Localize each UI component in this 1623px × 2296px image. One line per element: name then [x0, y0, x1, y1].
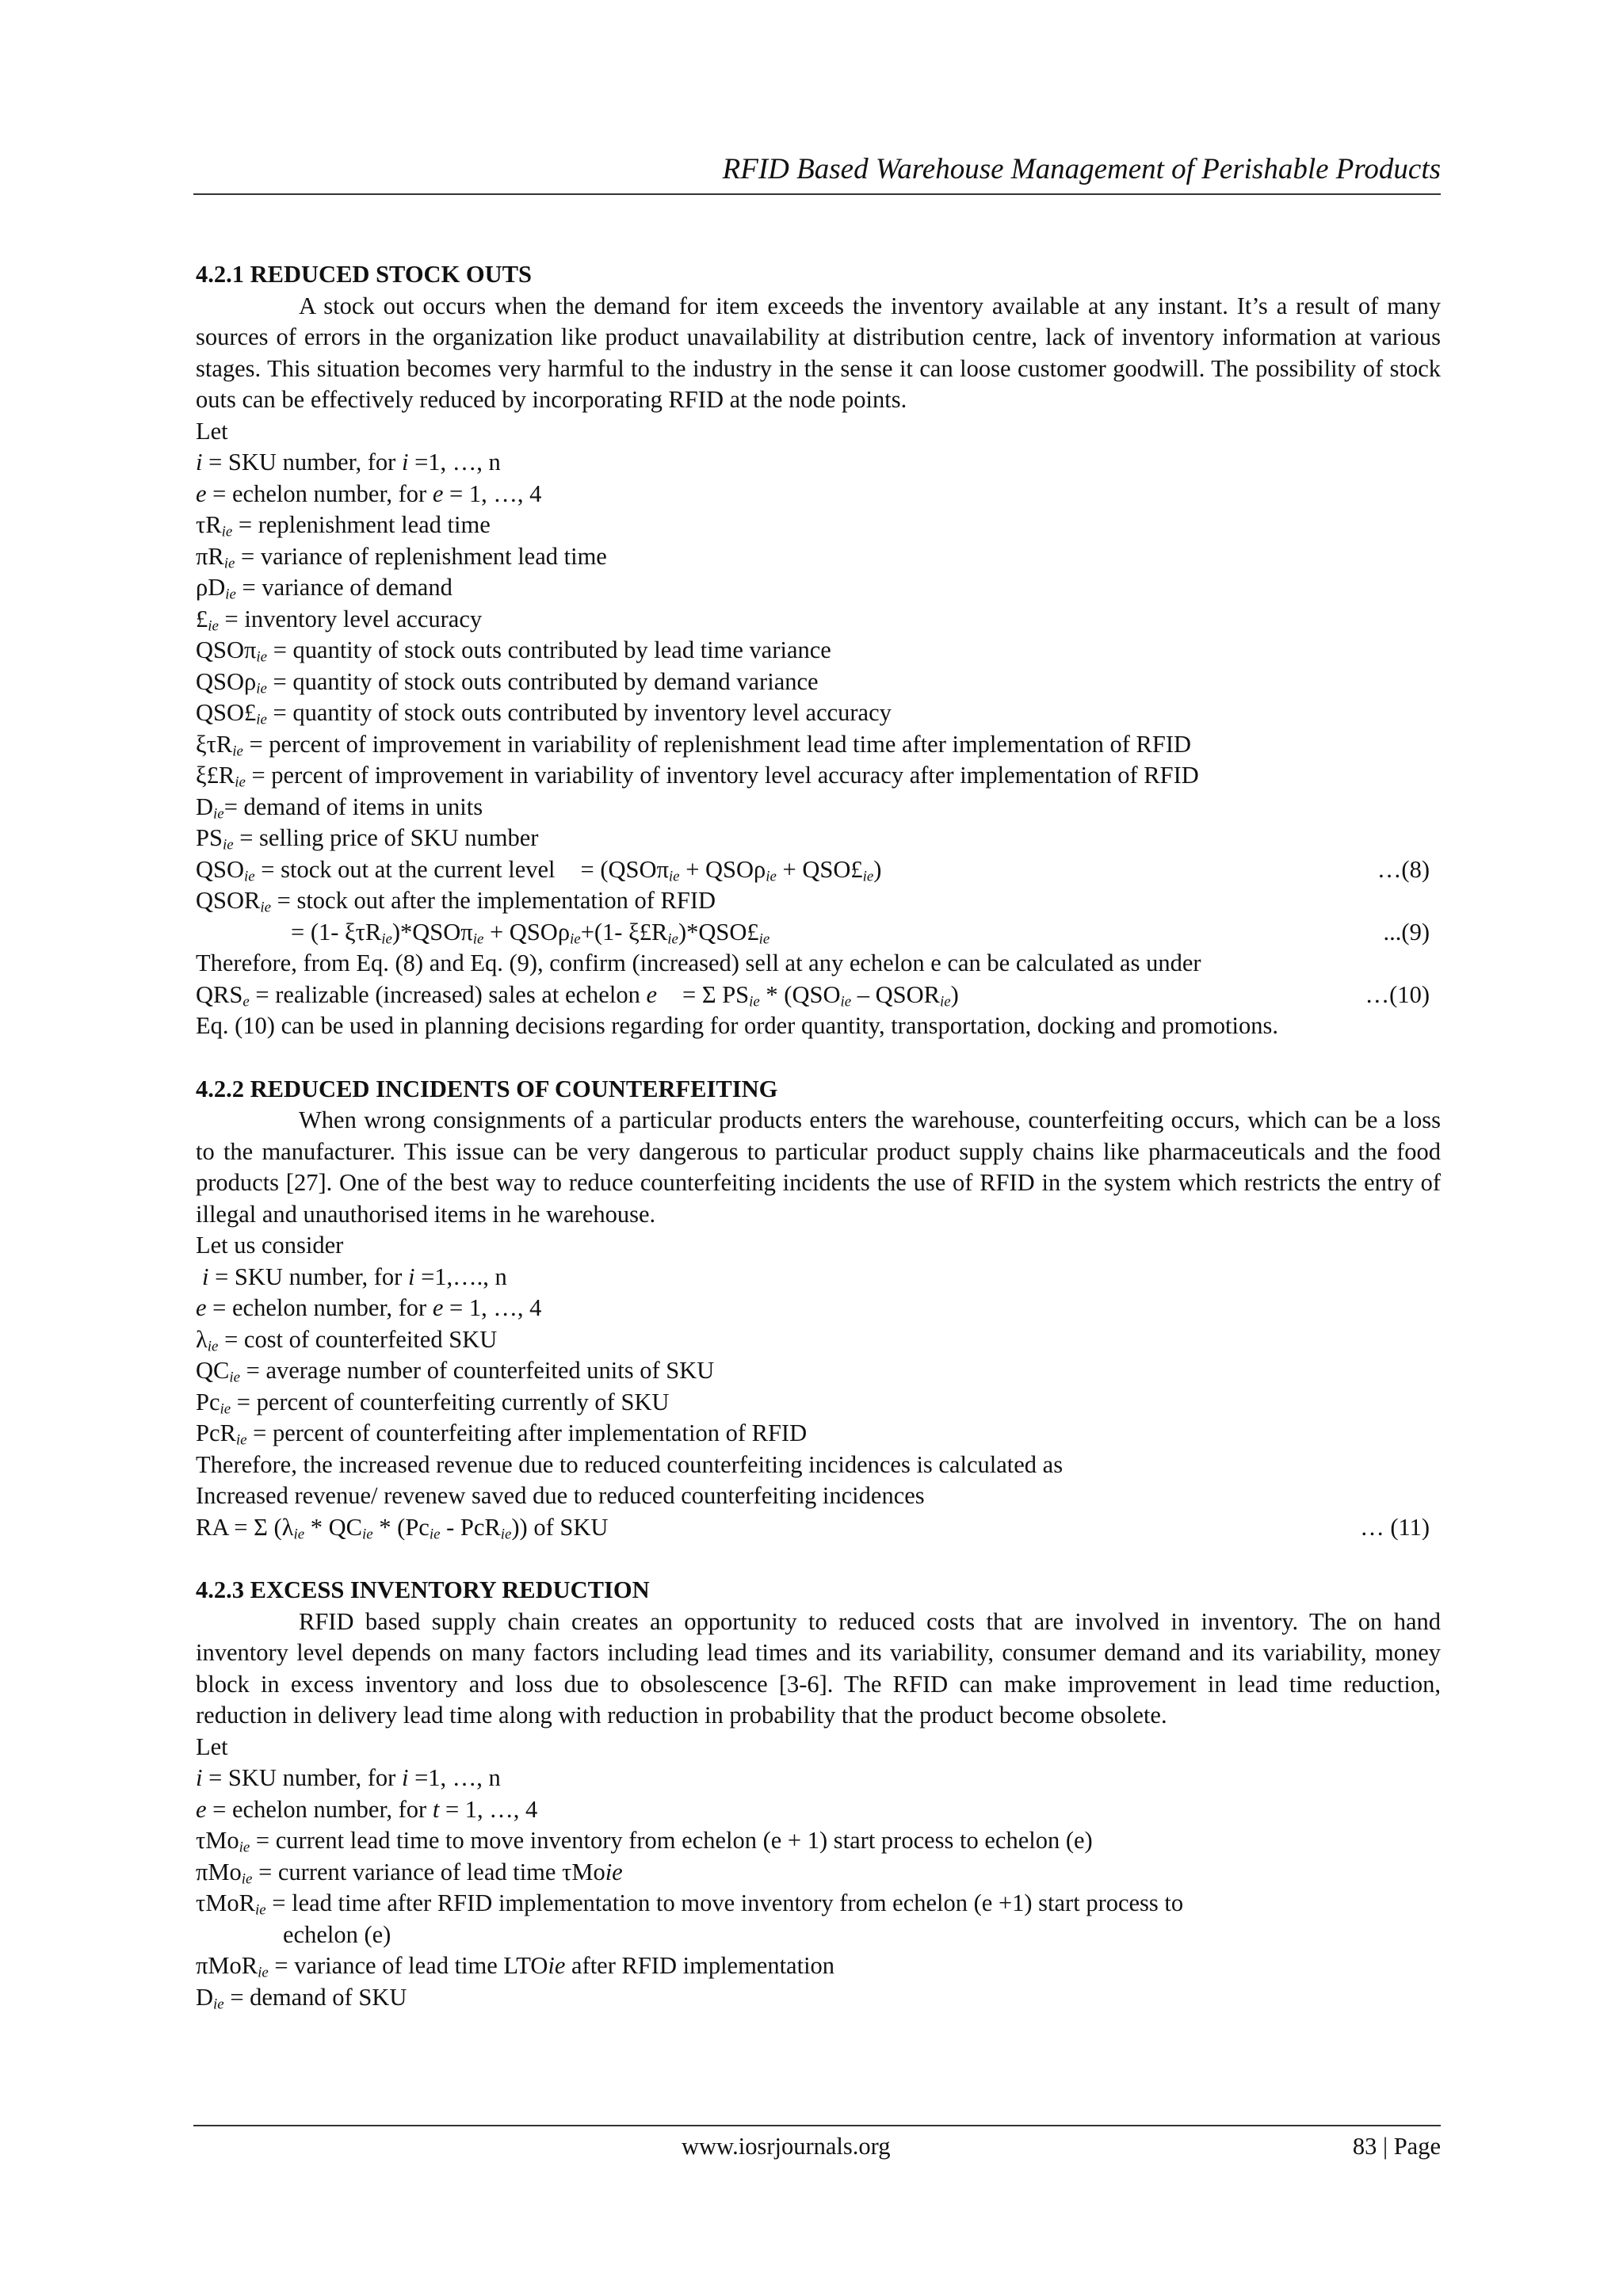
- section-paragraph-4-2-2: When wrong consignments of a particular products enters the warehouse, counterfeiting occurs, which can be a loss to the manufacturer. This issue can be very dangerous to particular product supply chains like pharmaceuticals and the food products [27]. One of the best way to reduce counterfeiting incidents the use of RFID in the system which restricts the entry of illegal and unauthorised items in he warehouse.: [196, 1106, 1441, 1228]
- definition-line: $\rho D_{ie}$ = variance of demand: [196, 574, 453, 603]
- text-line: Therefore, from Eq. (8) and Eq. (9), confirm (increased) sell at any echelon e can be calculated as under: [196, 949, 1201, 976]
- equation-number: ...(9): [1383, 918, 1430, 946]
- running-head: RFID Based Warehouse Management of Perishable Products: [722, 153, 1441, 185]
- equation-number: … (11): [1360, 1513, 1430, 1541]
- definition-line: $D_{ie}=$ demand of items in units: [196, 793, 483, 823]
- definition-line: $D_{ie}$ = demand of SKU: [196, 1983, 407, 2013]
- definition-line: $QSO£_{ie}$ = quantity of stock outs contributed by inventory level accuracy: [196, 699, 892, 728]
- header-rule: [193, 193, 1441, 195]
- equation-number: …(10): [1365, 980, 1430, 1008]
- definition-line: $QSOR_{ie}$ = stock out after the implementation of RFID: [196, 887, 716, 916]
- definition-line: $\pi R_{ie}$ = variance of replenishment lead time: [196, 542, 607, 572]
- definition-line: i = SKU number, for i =1,…., n: [202, 1263, 507, 1290]
- text-line: Therefore, the increased revenue due to reduced counterfeiting incidences is calculated as: [196, 1450, 1064, 1478]
- definition-line: $PS_{ie}$ = selling price of SKU number: [196, 824, 539, 854]
- section-heading-4-2-3: 4.2.3 EXCESS INVENTORY REDUCTION: [196, 1576, 650, 1603]
- footer-site[interactable]: www.iosrjournals.org: [682, 2133, 891, 2160]
- equation-10: $QRS_e$ = realizable (increased) sales at echelon e = Σ $PS_{ie} * (QSO_{ie}$ – $QSOR_{ie}$) …(10): [196, 980, 1430, 1010]
- definition-continuation: echelon (e): [283, 1920, 391, 1948]
- equation-8: $QSO_{ie}$ = stock out at the current level = $(QSO\pi_{ie} + QSO\rho_{ie} + QSO£_{ie})$ …(8): [196, 855, 1430, 885]
- definition-line: QSOπ$_{ie}$ = quantity of stock outs contributed by lead time variance: [196, 636, 831, 666]
- text-line: Increased revenue/ revenew saved due to reduced counterfeiting incidences: [196, 1482, 925, 1509]
- definition-line: ξτR$_{ie}$ = percent of improvement in variability of replenishment lead time after implementation of RFID: [196, 730, 1192, 760]
- definition-line: $QC_{ie}$ = average number of counterfeited units of SKU: [196, 1357, 715, 1386]
- definition-line: $\tau R_{ie}$ = replenishment lead time: [196, 511, 491, 541]
- definition-line: e = echelon number, for e = 1, …, 4: [196, 1294, 542, 1321]
- equation-9: = (1- ξτR$_{ie}$)*QSOπ$_{ie}$ + QSOρ$_{ie}$+(1- $\xi£R_{ie})*QSO£_{ie}$ ...(9): [291, 918, 1430, 948]
- equation-11: RA = Σ $(\lambda_{ie} * QC_{ie} * (Pc_{ie} - PcR_{ie}))$ of SKU … (11): [196, 1513, 1430, 1543]
- definition-line: τMo$_{ie}$ = current lead time to move inventory from echelon (e + 1) start process to echelon (e): [196, 1827, 1093, 1856]
- definition-line: i = SKU number, for i =1, …, n: [196, 449, 501, 476]
- page-body: [196, 259, 1441, 2013]
- definition-line: πMoR$_{ie}$ = variance of lead time LTOie after RFID implementation: [196, 1952, 835, 1981]
- let-line: Let us consider: [196, 1232, 344, 1259]
- page-number: 83 | Page: [1352, 2133, 1441, 2160]
- section-paragraph-4-2-3: RFID based supply chain creates an opportunity to reduced costs that are involved in inventory. The on hand inventory level depends on many factors including lead times and its variability, consumer demand and its variability, money block in excess inventory and loss due to obsolescence [3-6]. The RFID can make improvement in lead time reduction, reduction in delivery lead time along with reduction in probability that the product become obsolete.: [196, 1607, 1441, 1729]
- definition-line: $Pc_{ie}$ = percent of counterfeiting currently of SKU: [196, 1388, 670, 1418]
- let-line: Let: [196, 417, 228, 445]
- text-line: Eq. (10) can be used in planning decisions regarding for order quantity, transportation, docking and promotions.: [196, 1012, 1278, 1039]
- definition-line: QSOρ$_{ie}$ = quantity of stock outs contributed by demand variance: [196, 667, 819, 697]
- definition-line: PcR$_{ie}$ = percent of counterfeiting after implementation of RFID: [196, 1419, 808, 1449]
- definition-line: i = SKU number, for i =1, …, n: [196, 1764, 501, 1791]
- definition-line: $\xi£R_{ie}$ = percent of improvement in variability of inventory level accuracy after implementation of RFID: [196, 762, 1199, 791]
- footer-rule: [193, 2125, 1441, 2126]
- section-heading-4-2-1: 4.2.1 REDUCED STOCK OUTS: [196, 261, 532, 288]
- definition-line: $\lambda_{ie} = \cos t$ of counterfeited SKU: [196, 1325, 498, 1355]
- definition-line: e = echelon number, for e = 1, …, 4: [196, 479, 542, 507]
- equation-number: …(8): [1377, 855, 1430, 883]
- definition-line: πMo$_{ie}$ = current variance of lead time τMoie: [196, 1858, 623, 1888]
- definition-line: $£_{ie}$ = inventory level accuracy: [196, 605, 483, 635]
- definition-line: τMoR$_{ie}$ = lead time after RFID implementation to move inventory from echelon (e +1) start process to: [196, 1889, 1184, 1919]
- section-paragraph-4-2-1: A stock out occurs when the demand for item exceeds the inventory available at any instant. It’s a result of many sources of errors in the organization like product unavailability at distribution centre, lack of inventory information at various stages. This situation becomes very harmful to the industry in the sense it can loose customer goodwill. The possibility of stock outs can be effectively reduced by incorporating RFID at the node points.: [196, 292, 1441, 413]
- definition-line: e = echelon number, for t = 1, …, 4: [196, 1795, 538, 1823]
- let-line: Let: [196, 1733, 228, 1760]
- section-heading-4-2-2: 4.2.2 REDUCED INCIDENTS OF COUNTERFEITING: [196, 1075, 778, 1102]
